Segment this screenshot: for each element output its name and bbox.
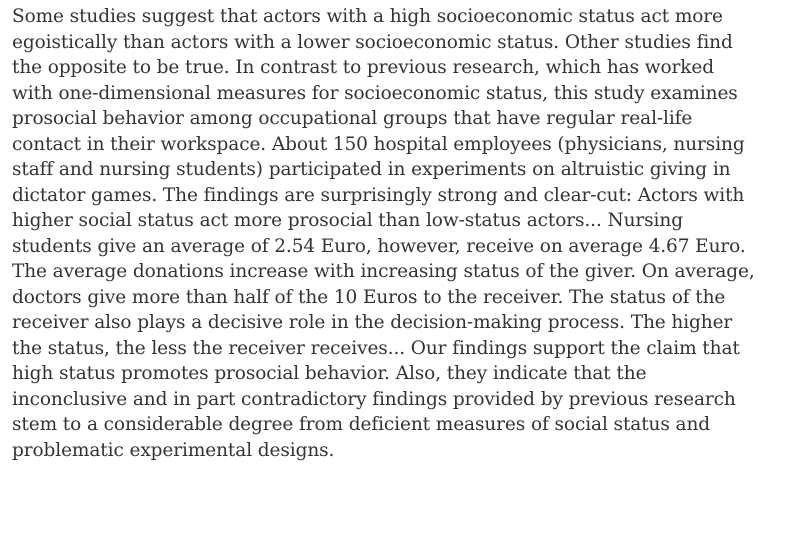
abstract-line: staff and nursing students) participated in experiments on altruistic giving in bbox=[12, 159, 731, 180]
abstract-line: the status, the less the receiver receives... Our findings support the claim that bbox=[12, 337, 740, 359]
abstract-line: inconclusive and in part contradictory findings provided by previous research bbox=[12, 388, 736, 410]
abstract-line: receiver also plays a decisive role in the decision-making process. The higher bbox=[12, 312, 733, 333]
abstract-line: dictator games. The findings are surprisingly strong and clear-cut: Actors with bbox=[12, 184, 745, 206]
abstract-line: Some studies suggest that actors with a high socioeconomic status act more bbox=[12, 6, 723, 27]
abstract-line: egoistically than actors with a lower socioeconomic status. Other studies find bbox=[12, 31, 733, 53]
abstract-line: The average donations increase with increasing status of the giver. On average, bbox=[12, 261, 755, 282]
abstract-line: contact in their workspace. About 150 hospital employees (physicians, nursing bbox=[12, 133, 745, 155]
abstract-line: with one-dimensional measures for socioeconomic status, this study examines bbox=[12, 82, 738, 104]
abstract-line: problematic experimental designs. bbox=[12, 439, 335, 461]
abstract-line: prosocial behavior among occupational groups that have regular real-life bbox=[12, 108, 693, 129]
abstract-line: doctors give more than half of the 10 Euros to the receiver. The status of the bbox=[12, 286, 726, 308]
abstract-line: the opposite to be true. In contrast to previous research, which has worked bbox=[12, 57, 714, 78]
abstract-line: students give an average of 2.54 Euro, however, receive on average 4.67 Euro. bbox=[12, 235, 746, 257]
abstract-line: high status promotes prosocial behavior. Also, they indicate that the bbox=[12, 363, 647, 384]
abstract-text bbox=[12, 4, 802, 463]
abstract-line: higher social status act more prosocial than low-status actors... Nursing bbox=[12, 210, 683, 231]
abstract-line: stem to a considerable degree from deficient measures of social status and bbox=[12, 414, 711, 435]
